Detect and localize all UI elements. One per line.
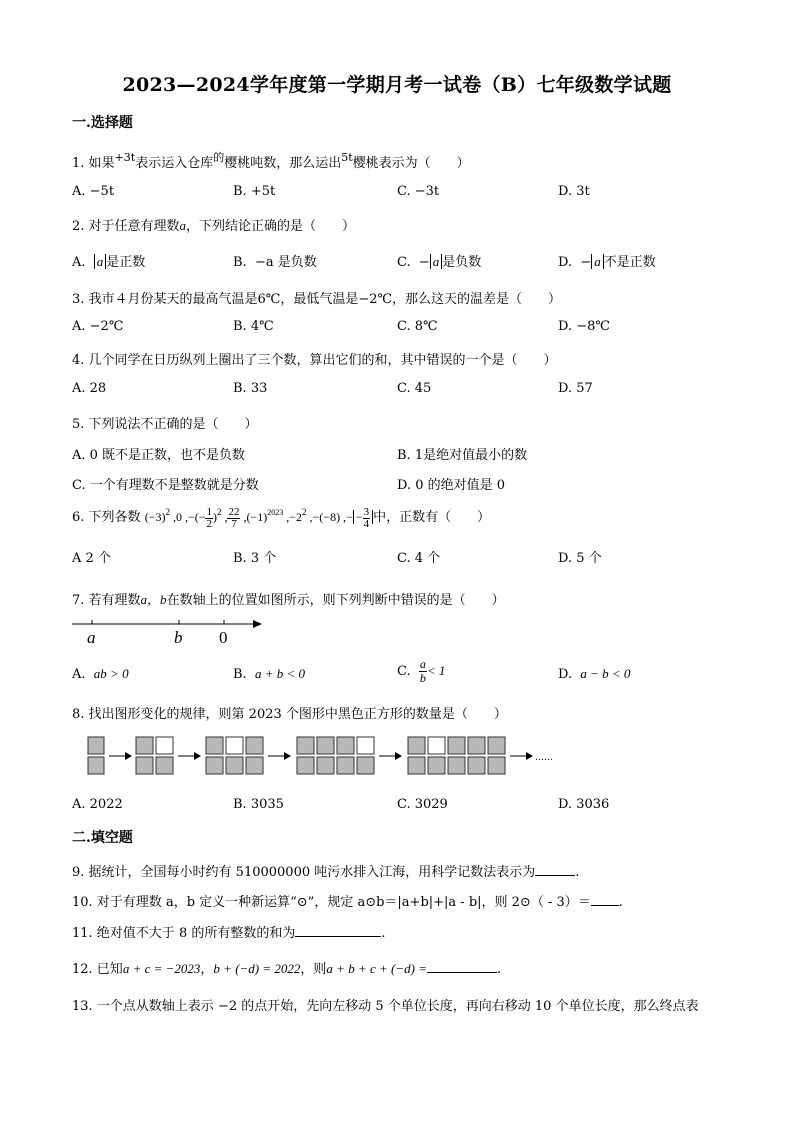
question-11: 11. 绝对值不大于 8 的所有整数的和为 . xyxy=(72,926,386,941)
q8-option-c[interactable]: C. 3029 xyxy=(397,797,448,812)
q3-option-d[interactable]: D. −8℃ xyxy=(558,319,610,334)
page-title: 2023—2024学年度第一学期月考一试卷（B）七年级数学试题 xyxy=(122,74,672,96)
pattern-figure-5 xyxy=(408,737,505,774)
q6-number-list: $(-3)^2$ ,0 ,−(− $\frac{1}{2}$ )$^2$ , $\frac{22}{7}$ $,(-1)^{2023}$ $,-2^2$ ,−(−8) ,− − $\frac{3}{4}$ xyxy=(145,510,373,524)
q5-option-b[interactable]: B. 1是绝对值最小的数 xyxy=(397,448,528,463)
q1-option-b[interactable]: B. +5t xyxy=(233,184,276,199)
pattern-ellipsis: …… xyxy=(535,753,553,763)
q4-option-d[interactable]: D. 57 xyxy=(558,381,593,396)
arrow-1 xyxy=(109,752,132,760)
label-a: a xyxy=(87,628,96,647)
q6-option-a[interactable]: A 2 个 xyxy=(72,551,111,566)
q5-option-a[interactable]: A. 0 既不是正数，也不是负数 xyxy=(72,448,246,463)
question-3: 3. 我市４月份某天的最高气温是6℃，最低气温是−2℃，那么这天的温差是（ ） xyxy=(72,292,562,307)
arrow-3 xyxy=(268,752,291,760)
question-9: 9. 据统计，全国每小时约有 510000000 吨污水排入江海，用科学记数法表示为 . xyxy=(72,865,580,880)
q10-answer-blank[interactable] xyxy=(591,893,619,906)
q2-option-c[interactable]: C. − a 是负数 xyxy=(397,254,482,270)
question-10: 10. 对于有理数 a，b 定义一种新运算“⊙”，规定 a⊙b＝|a+b|+|a - b|，则 2⊙（ - 3）＝ . xyxy=(72,895,623,910)
q2-option-b[interactable]: B. −a 是负数 xyxy=(233,255,317,270)
arrow-5 xyxy=(510,752,533,760)
q7-option-b[interactable]: B. a + b < 0 xyxy=(233,666,305,682)
q3-option-b[interactable]: B. 4℃ xyxy=(233,319,274,334)
q8-option-b[interactable]: B. 3035 xyxy=(233,797,284,812)
q7-option-a[interactable]: A. ab > 0 xyxy=(72,666,129,682)
pattern-figure-4 xyxy=(297,737,374,774)
section-fill-heading: 二.填空题 xyxy=(72,830,133,846)
q1-option-c[interactable]: C. −3t xyxy=(397,184,440,199)
q4-option-a[interactable]: A. 28 xyxy=(72,381,107,396)
q9-answer-blank[interactable] xyxy=(535,863,575,876)
question-13: 13. 一个点从数轴上表示 −2 的点开始，先向左移动 5 个单位长度，再向右移动 10 个单位长度，那么终点表 xyxy=(72,999,699,1014)
q1-option-d[interactable]: D. 3t xyxy=(558,184,590,199)
q3-option-c[interactable]: C. 8℃ xyxy=(397,319,438,334)
question-1: 1. 如果$^{+3t}$表示运入仓库$^的$樱桃吨数，那么运出$^{5t}$樱桃表示为（ ） xyxy=(72,151,470,171)
question-6: 6. 下列各数 $(-3)^2$ ,0 ,−(− $\frac{1}{2}$ )$^2$ , $\frac{22}{7}$ $,(-1)^{2023}$ $,-2^2$ ,−(−8) ,− − $\frac{3}{4}$ 中，正数有（ ） xyxy=(72,505,491,530)
pattern-figure-2 xyxy=(136,737,173,774)
question-4: 4. 几个同学在日历纵列上圈出了三个数，算出它们的和，其中错误的一个是（ ） xyxy=(72,353,557,368)
label-b: b xyxy=(174,628,183,647)
q2-option-a[interactable]: A. a 是正数 xyxy=(72,254,146,270)
arrow-2 xyxy=(178,752,201,760)
q6-option-b[interactable]: B. 3 个 xyxy=(233,551,277,566)
q8-option-d[interactable]: D. 3036 xyxy=(558,797,610,812)
q11-answer-blank[interactable] xyxy=(295,924,381,937)
q6-option-c[interactable]: C. 4 个 xyxy=(397,551,441,566)
question-7: 7. 若有理数a，b在数轴上的位置如图所示，则下列判断中错误的是（ ） xyxy=(72,592,505,608)
pattern-figure-3 xyxy=(206,737,263,774)
q4-option-c[interactable]: C. 45 xyxy=(397,381,432,396)
square-pattern-figure xyxy=(88,736,553,778)
q8-option-a[interactable]: A. 2022 xyxy=(72,797,123,812)
q1-option-a[interactable]: A. −5t xyxy=(72,184,115,199)
q6-option-d[interactable]: D. 5 个 xyxy=(558,551,602,566)
q4-option-b[interactable]: B. 33 xyxy=(233,381,268,396)
question-12: 12. 已知a + c = −2023，b + (−d) = 2022，则a + b + c + (−d) = . xyxy=(72,961,502,977)
q2-option-d[interactable]: D. − a 不是正数 xyxy=(558,254,656,270)
section-choice-heading: 一.选择题 xyxy=(72,115,133,131)
question-5: 5. 下列说法不正确的是（ ） xyxy=(72,417,258,432)
q7-option-c[interactable]: C. $\frac{a}{b}$ < 1 xyxy=(397,657,446,685)
q7-option-d[interactable]: D. a − b < 0 xyxy=(558,666,631,682)
question-2: 2. 对于任意有理数a，下列结论正确的是（ ） xyxy=(72,218,356,234)
q5-option-d[interactable]: D. 0 的绝对值是 0 xyxy=(397,478,506,493)
number-line-figure xyxy=(72,614,272,648)
arrow-4 xyxy=(379,752,402,760)
q3-option-a[interactable]: A. −2℃ xyxy=(72,319,124,334)
q12-answer-blank[interactable] xyxy=(427,960,497,973)
number-line-arrow xyxy=(253,620,262,628)
question-8: 8. 找出图形变化的规律，则第 2023 个图形中黑色正方形的数量是（ ） xyxy=(72,707,507,722)
pattern-figure-1 xyxy=(88,737,104,774)
q5-option-c[interactable]: C. 一个有理数不是整数就是分数 xyxy=(72,478,259,493)
label-zero: 0 xyxy=(219,628,228,647)
